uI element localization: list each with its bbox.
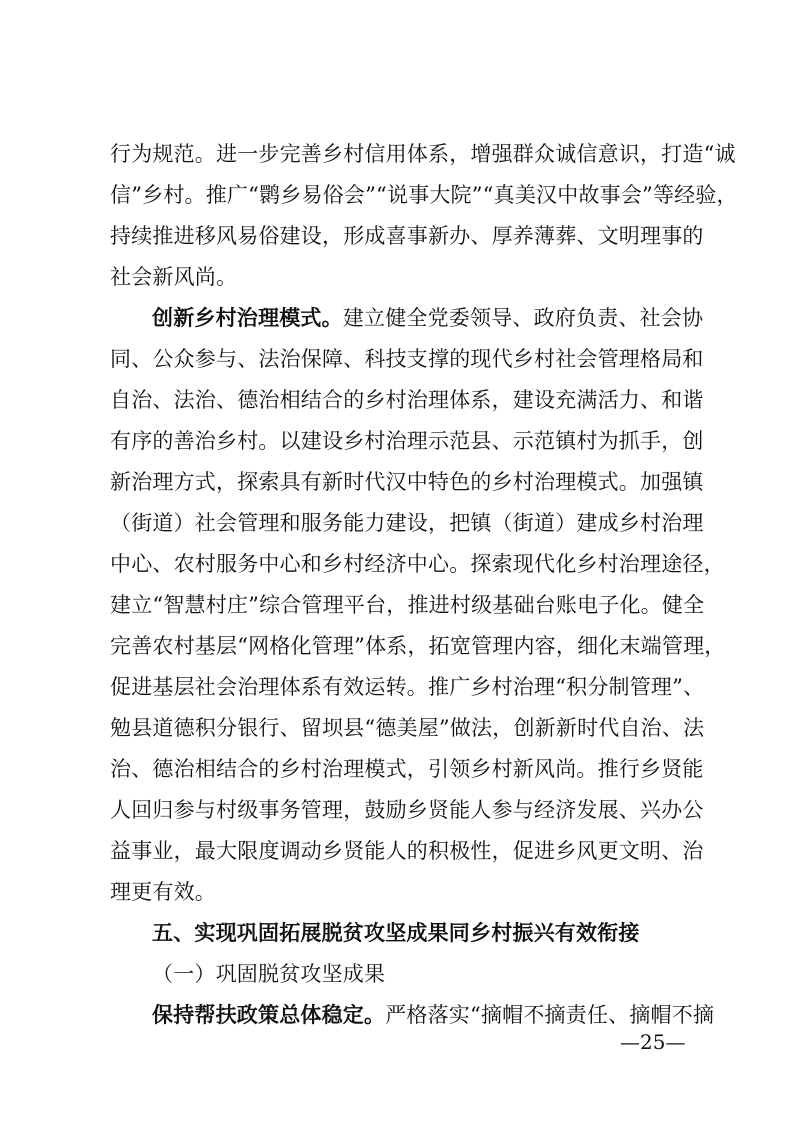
paragraph-line: 持续推进移风易俗建设，形成喜事新办、厚养薄葬、文明理事的 — [110, 224, 704, 248]
paragraph-line: 建立“智慧村庄”综合管理平台，推进村级基础台账电子化。健全 — [110, 593, 705, 617]
last-title: 保持帮扶政策总体稳定。 — [152, 1003, 386, 1027]
paragraph-line: 理更有效。 — [110, 880, 216, 904]
section-first-text: 建立健全党委领导、政府负责、社会协 — [342, 306, 704, 330]
paragraph-line: 新治理方式，探索具有新时代汉中特色的乡村治理模式。加强镇 — [110, 470, 704, 494]
paragraph-line: 同、公众参与、法治保障、科技支撑的现代乡村社会管理格局和 — [110, 347, 704, 371]
subsection-heading: （一）巩固脱贫攻坚成果 — [152, 962, 386, 986]
section-heading: 五、实现巩固拓展脱贫攻坚成果同乡村振兴有效衔接 — [152, 921, 640, 945]
section-first-line — [152, 304, 706, 332]
paragraph-line: （街道）社会管理和服务能力建设，把镇（街道）建成乡村治理 — [110, 511, 704, 535]
paragraph-line: 信”乡村。推广“鹮乡易俗会”“说事大院”“真美汉中故事会”等经验， — [110, 183, 738, 207]
paragraph-line: 自治、法治、德治相结合的乡村治理体系，建设充满活力、和谐 — [110, 388, 704, 412]
last-text: 严格落实“摘帽不摘责任、摘帽不摘 — [385, 1003, 715, 1027]
paragraph-line: 行为规范。进一步完善乡村信用体系，增强群众诚信意识，打造“诚 — [110, 142, 736, 166]
last-paragraph-line — [152, 1001, 715, 1029]
paragraph-line: 完善农村基层“网格化管理”体系，拓宽管理内容，细化末端管理， — [110, 634, 726, 658]
paragraph-line: 勉县道德积分银行、留坝县“德美屋”做法，创新新时代自治、法 — [110, 716, 705, 740]
paragraph-line: 社会新风尚。 — [110, 265, 238, 289]
paragraph-line: 有序的善治乡村。以建设乡村治理示范县、示范镇村为抓手，创 — [110, 429, 704, 453]
paragraph-line: 益事业，最大限度调动乡贤能人的积极性，促进乡风更文明、治 — [110, 839, 704, 863]
section-title: 创新乡村治理模式。 — [152, 306, 343, 330]
paragraph-line: 人回归参与村级事务管理，鼓励乡贤能人参与经济发展、兴办公 — [110, 798, 704, 822]
page-number: —25— — [620, 1030, 686, 1054]
paragraph-line: 中心、农村服务中心和乡村经济中心。探索现代化乡村治理途径， — [110, 552, 725, 576]
paragraph-line: 促进基层社会治理体系有效运转。推广乡村治理“积分制管理”、 — [110, 675, 705, 699]
paragraph-line: 治、德治相结合的乡村治理模式，引领乡村新风尚。推行乡贤能 — [110, 757, 704, 781]
